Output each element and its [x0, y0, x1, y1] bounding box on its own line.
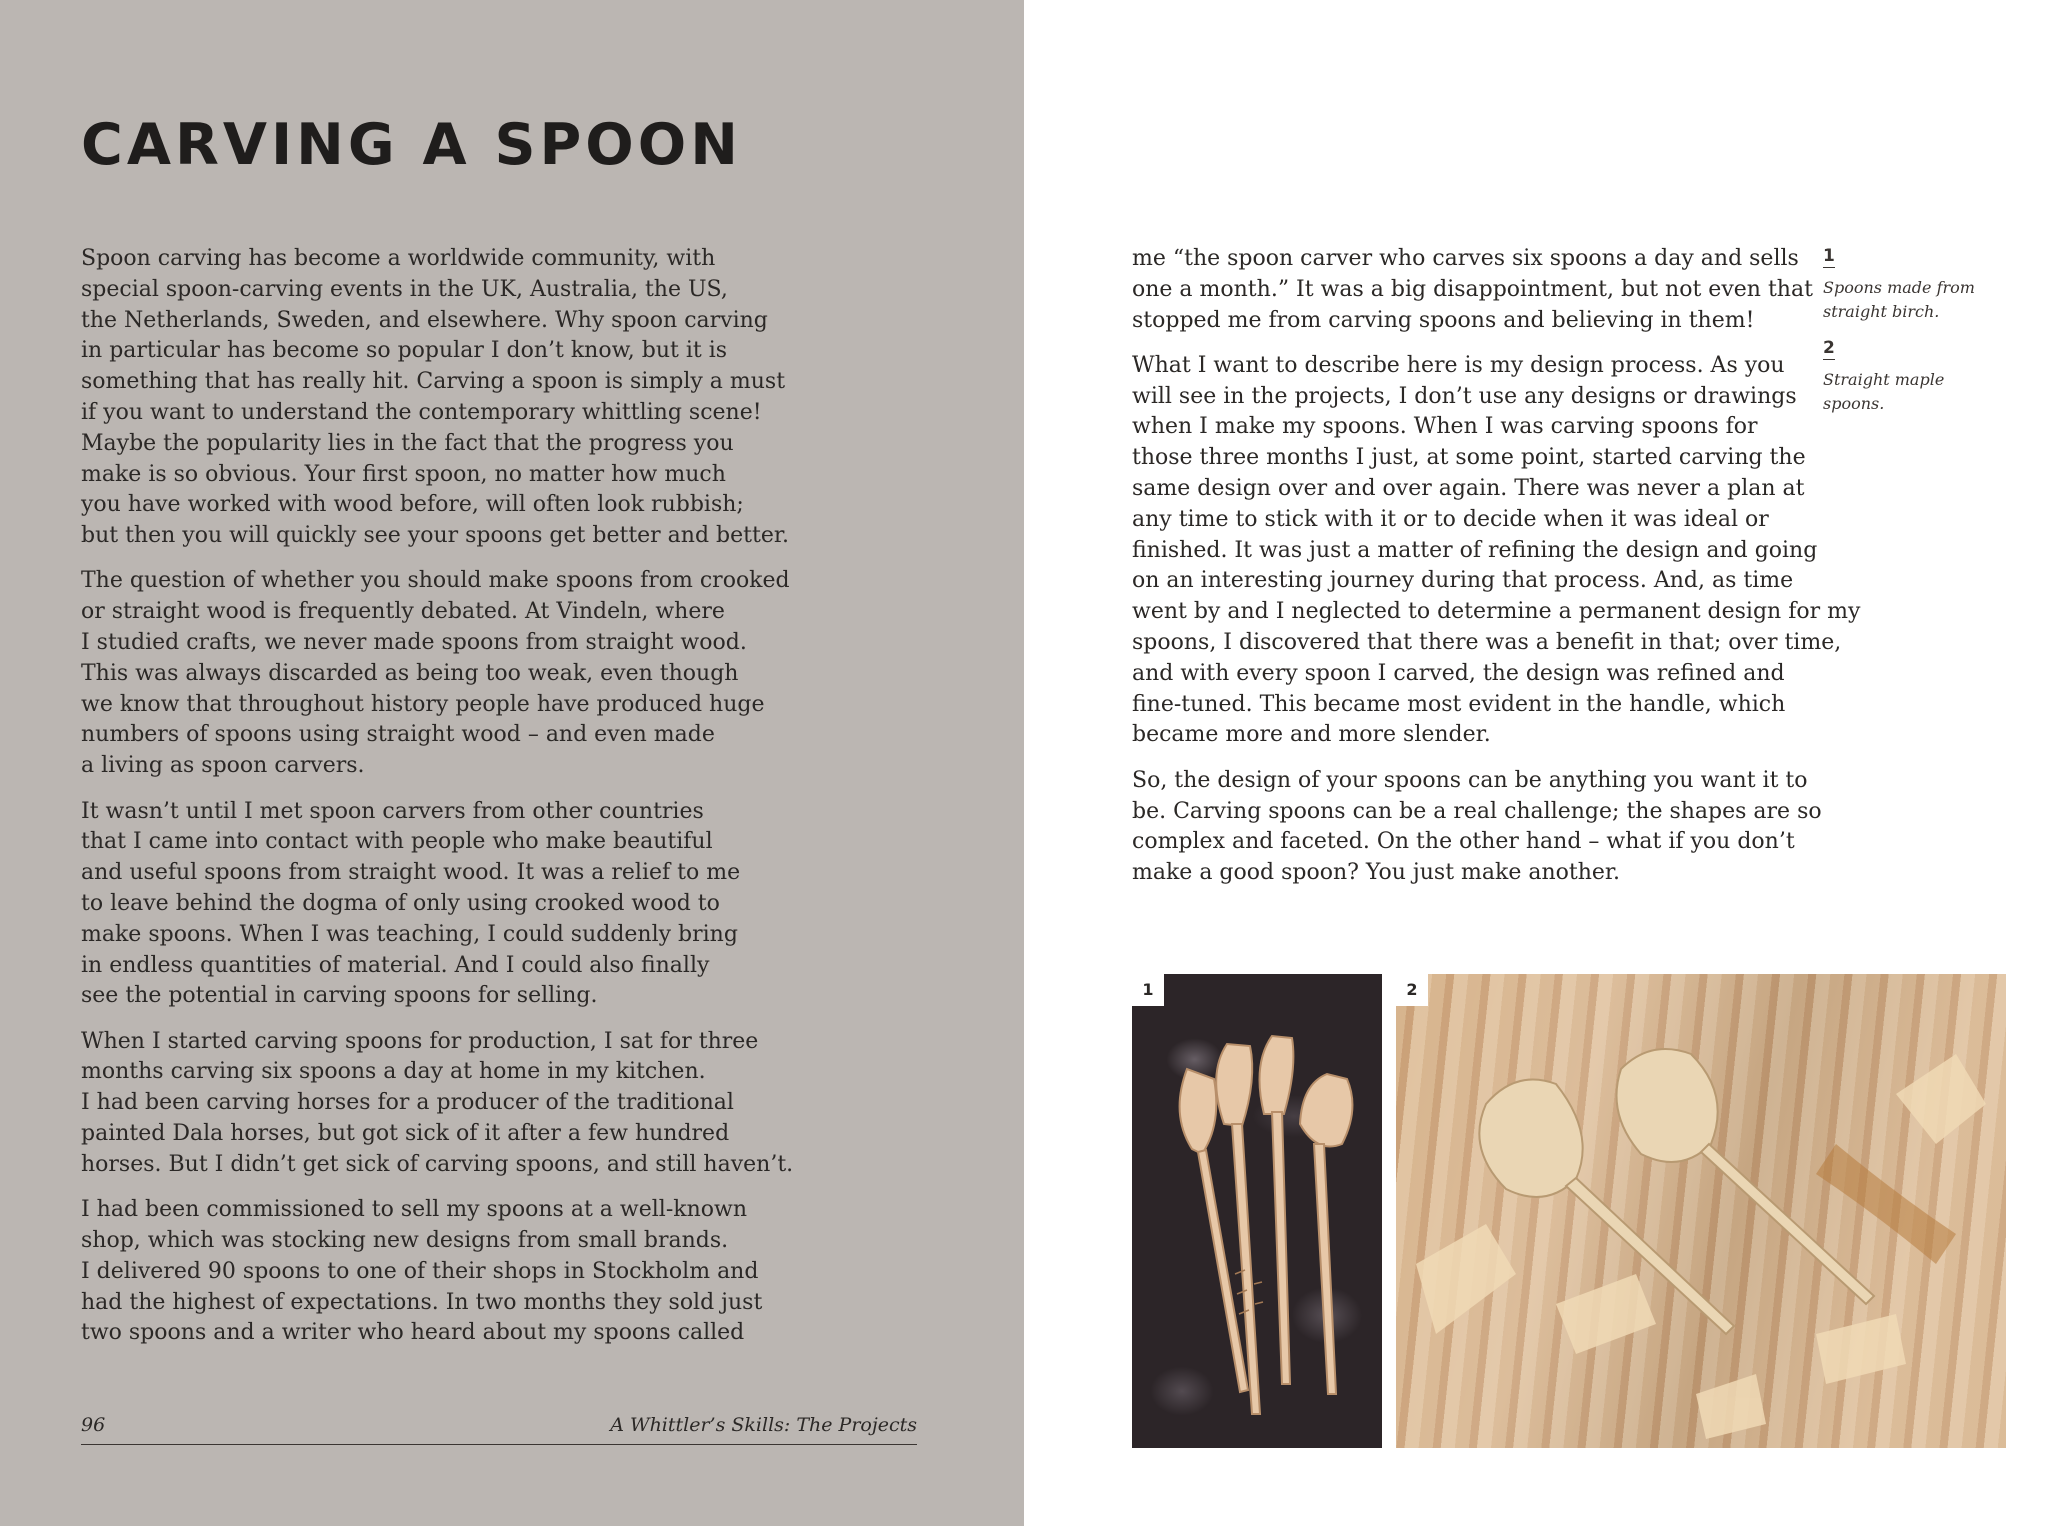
- text-line: and useful spoons from straight wood. It was a relief to me: [81, 860, 741, 886]
- text-line: me “the spoon carver who carves six spoons a day and sells: [1132, 246, 1799, 271]
- text-line: What I want to describe here is my design process. As you: [1132, 352, 1785, 378]
- caption-line: straight birch.: [1823, 302, 1940, 321]
- text-line: same design over and over again. There was never a plan at: [1132, 476, 1805, 502]
- text-line: in endless quantities of material. And I could also finally: [81, 952, 710, 978]
- text-line: special spoon-carving events in the UK, Australia, the US,: [81, 276, 728, 302]
- text-line: make a good spoon? You just make another.: [1132, 860, 1621, 886]
- page-number: 96: [81, 1414, 106, 1436]
- sidenote-number: 1: [1823, 246, 1835, 266]
- text-line: Maybe the popularity lies in the fact that the progress you: [81, 430, 734, 456]
- text-line: I studied crafts, we never made spoons from straight wood.: [81, 630, 747, 656]
- caption-line: spoons.: [1823, 394, 1885, 413]
- page-title: CARVING A SPOON: [81, 112, 742, 178]
- text-line: had the highest of expectations. In two months they sold just: [81, 1289, 763, 1315]
- text-line: when I make my spoons. When I was carving spoons for: [1132, 414, 1758, 440]
- right-text-column: [1132, 244, 1861, 903]
- text-line: When I started carving spoons for production, I sat for three: [81, 1028, 759, 1054]
- body-paragraph: [81, 566, 790, 782]
- text-line: or straight wood is frequently debated. At Vindeln, where: [81, 599, 725, 625]
- body-paragraph: [81, 1195, 781, 1349]
- text-line: those three months I just, at some point, started carving the: [1132, 445, 1806, 471]
- text-line: the Netherlands, Sweden, and elsewhere. Why spoon carving: [81, 307, 768, 333]
- text-line: see the potential in carving spoons for selling.: [81, 983, 598, 1009]
- text-line: I had been carving horses for a producer of the traditional: [81, 1090, 734, 1116]
- photo-birch-spoons: [1132, 974, 1382, 1448]
- body-paragraph: [81, 1027, 794, 1181]
- caption-line: Straight maple: [1823, 370, 1945, 389]
- sidenote-caption: [1823, 276, 1993, 324]
- text-line: we know that throughout history people have produced huge: [81, 691, 765, 717]
- page-footer: [81, 1414, 917, 1445]
- text-line: and with every spoon I carved, the design was refined and: [1132, 660, 1785, 686]
- text-line: months carving six spoons a day at home in my kitchen.: [81, 1059, 706, 1085]
- maple-spoons-illustration: [1396, 974, 2006, 1448]
- body-paragraph: [1132, 244, 1812, 336]
- sidenote-caption: [1823, 368, 1993, 416]
- text-line: you have worked with wood before, will often look rubbish;: [81, 492, 744, 518]
- text-line: The question of whether you should make spoons from crooked: [81, 568, 790, 594]
- sidenote-number: 2: [1823, 338, 1835, 358]
- body-paragraph: [81, 797, 781, 1013]
- birch-spoons-illustration: [1132, 974, 1382, 1448]
- text-line: finished. It was just a matter of refining the design and going: [1132, 537, 1818, 563]
- photo-label-2: 2: [1396, 974, 1428, 1006]
- text-line: that I came into contact with people who make beautiful: [81, 829, 713, 855]
- text-line: spoons, I discovered that there was a benefit in that; over time,: [1132, 630, 1842, 656]
- text-line: This was always discarded as being too weak, even though: [81, 660, 739, 686]
- body-paragraph: [1132, 351, 1861, 751]
- sidenote: [1823, 246, 1993, 324]
- text-line: be. Carving spoons can be a real challenge; the shapes are so: [1132, 798, 1822, 824]
- sidenotes: [1823, 246, 1993, 430]
- text-line: Spoon carving has become a worldwide community, with: [81, 246, 716, 271]
- text-line: It wasn’t until I met spoon carvers from other countries: [81, 798, 704, 824]
- text-line: make spoons. When I was teaching, I could suddenly bring: [81, 921, 738, 947]
- text-line: stopped me from carving spoons and believing in them!: [1132, 307, 1755, 333]
- text-line: if you want to understand the contemporary whittling scene!: [81, 399, 762, 425]
- text-line: a living as spoon carvers.: [81, 753, 365, 779]
- left-text-column: [81, 244, 794, 1364]
- sidenote: [1823, 338, 1993, 416]
- text-line: on an interesting journey during that process. And, as time: [1132, 568, 1794, 594]
- running-head: A Whittler’s Skills: The Projects: [610, 1414, 917, 1436]
- text-line: So, the design of your spoons can be anything you want it to: [1132, 767, 1808, 793]
- text-line: became more and more slender.: [1132, 722, 1491, 748]
- text-line: I delivered 90 spoons to one of their shops in Stockholm and: [81, 1258, 759, 1284]
- text-line: to leave behind the dogma of only using crooked wood to: [81, 890, 720, 916]
- photo-label-1: 1: [1132, 974, 1164, 1006]
- text-line: fine-tuned. This became most evident in the handle, which: [1132, 691, 1786, 717]
- text-line: any time to stick with it or to decide when it was ideal or: [1132, 506, 1769, 532]
- text-line: one a month.” It was a big disappointment, but not even that: [1132, 276, 1813, 302]
- text-line: went by and I neglected to determine a permanent design for my: [1132, 599, 1861, 625]
- body-paragraph: [1132, 766, 1822, 889]
- text-line: make is so obvious. Your first spoon, no matter how much: [81, 461, 726, 487]
- text-line: painted Dala horses, but got sick of it after a few hundred: [81, 1121, 730, 1147]
- photo-maple-spoons: [1396, 974, 2006, 1448]
- text-line: horses. But I didn’t get sick of carving spoons, and still haven’t.: [81, 1151, 794, 1177]
- text-line: something that has really hit. Carving a spoon is simply a must: [81, 369, 786, 395]
- text-line: complex and faceted. On the other hand – what if you don’t: [1132, 829, 1795, 855]
- text-line: shop, which was stocking new designs from small brands.: [81, 1227, 729, 1253]
- text-line: but then you will quickly see your spoons get better and better.: [81, 523, 789, 549]
- text-line: will see in the projects, I don’t use any designs or drawings: [1132, 383, 1797, 409]
- text-line: numbers of spoons using straight wood – and even made: [81, 722, 715, 748]
- text-line: in particular has become so popular I don’t know, but it is: [81, 338, 728, 364]
- text-line: I had been commissioned to sell my spoons at a well-known: [81, 1197, 747, 1223]
- text-line: two spoons and a writer who heard about my spoons called: [81, 1320, 745, 1346]
- body-paragraph: [81, 244, 789, 552]
- caption-line: Spoons made from: [1823, 278, 1975, 297]
